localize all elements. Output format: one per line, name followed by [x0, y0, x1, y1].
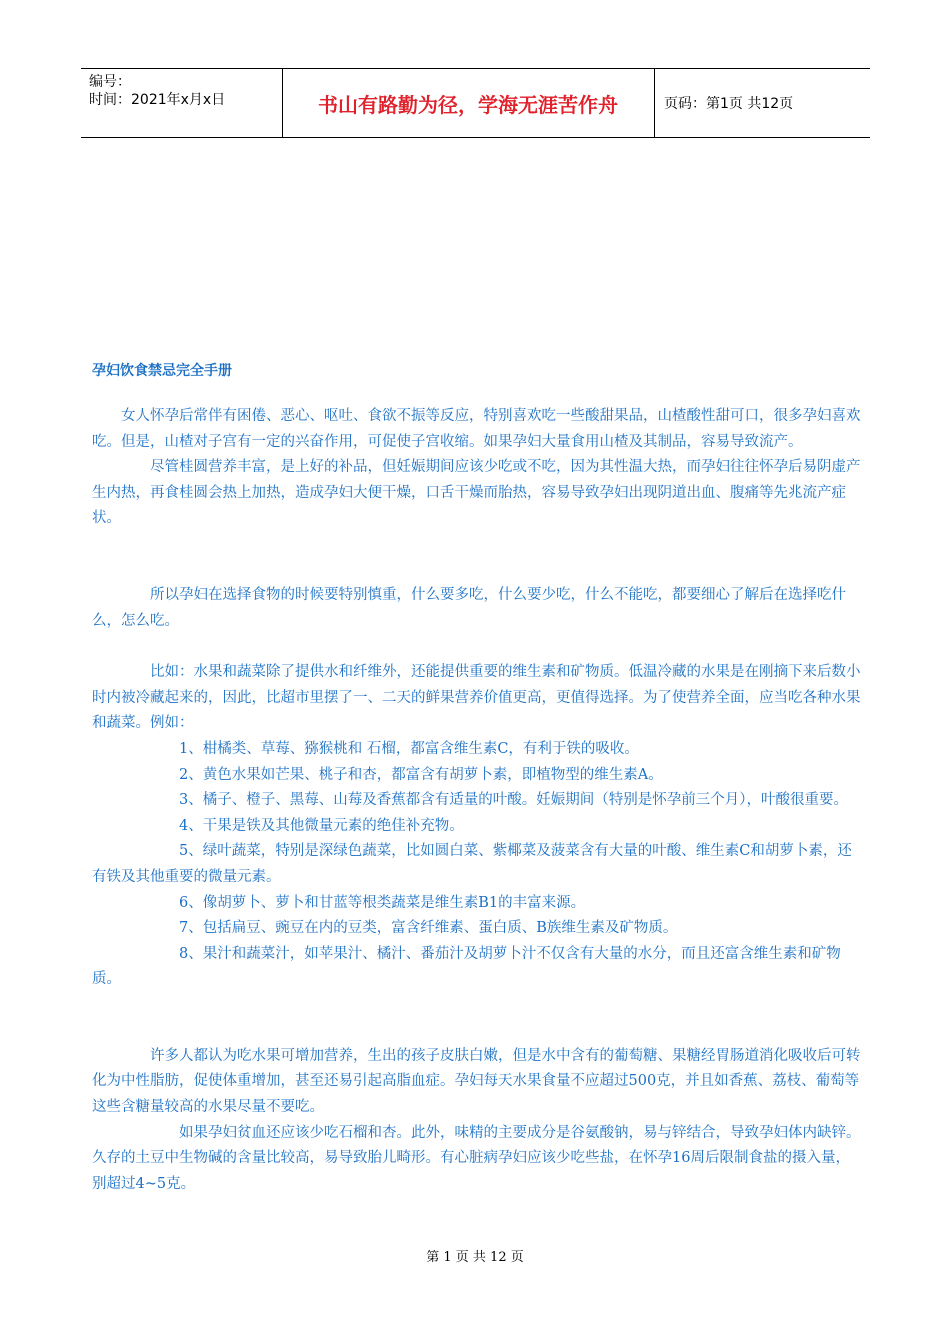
paragraph: 所以孕妇在选择食物的时候要特别慎重，什么要多吃，什么要少吃，什么不能吃，都要细心了解后在选择吃什么，怎么吃。: [92, 586, 846, 629]
list-item: 5、绿叶蔬菜，特别是深绿色蔬菜，比如圆白菜、紫椰菜及菠菜含有大量的叶酸、维生素C和胡萝卜素，还有铁及其他重要的微量元素。: [92, 843, 852, 885]
document-title: 孕妇饮食禁忌完全手册: [92, 363, 232, 379]
paragraph: 女人怀孕后常伴有困倦、恶心、呕吐、食欲不振等反应，特别喜欢吃一些酸甜果品，山楂酸性甜可口，很多孕妇喜欢吃。但是，山楂对子宫有一定的兴奋作用，可促使子宫收缩。如果孕妇大量食用山楂及其制品，容易导致流产。: [92, 408, 861, 450]
list-item: 8、果汁和蔬菜汁，如苹果汁、橘汁、番茄汁及胡萝卜汁不仅含有大量的水分，而且还富含维生素和矿物质。: [92, 945, 841, 988]
header-meta: [89, 73, 225, 109]
list-item: 4、干果是铁及其他微量元素的绝佳补充物。: [179, 817, 464, 834]
spacer: [92, 993, 864, 1044]
header-motto: 书山有路勤为径，学海无涯苦作舟: [318, 92, 618, 117]
spacer: [92, 532, 864, 583]
header-divider-right: [654, 69, 655, 137]
list-item: 1、柑橘类、草莓、猕猴桃和 石榴，都富含维生素C，有利于铁的吸收。: [179, 740, 639, 757]
header-page-info: 页码：第1页 共12页: [664, 96, 794, 112]
list-item: 2、黄色水果如芒果、桃子和杏，都富含有胡萝卜素，即植物型的维生素A。: [179, 766, 663, 783]
document-date: 时间：2021年x月x日: [89, 92, 226, 108]
list-item: 6、像胡萝卜、萝卜和甘蓝等根类蔬菜是维生素B1的丰富来源。: [179, 894, 586, 911]
paragraph: 许多人都认为吃水果可增加营养，生出的孩子皮肤白嫩，但是水中含有的葡萄糖、果糖经胃肠道消化吸收后可转化为中性脂肪，促使体重增加，甚至还易引起高脂血症。孕妇每天水果食量不应超过500克，并且如香蕉、荔枝、葡萄等这些含糖量较高的水果尽量不要吃。: [92, 1047, 861, 1116]
page-footer: 第 1 页 共 12 页: [426, 1250, 524, 1265]
page-header: [81, 68, 870, 138]
list-item: 3、橘子、橙子、黑莓、山莓及香蕉都含有适量的叶酸。妊娠期间（特别是怀孕前三个月），叶酸很重要。: [179, 792, 848, 809]
paragraph: 比如：水果和蔬菜除了提供水和纤维外，还能提供重要的维生素和矿物质。低温冷藏的水果是在刚摘下来后数小时内被冷藏起来的，因此，比超市里摆了一、二天的鲜果营养价值更高，更值得选择。为了使营养全面，应当吃各种水果和蔬菜。例如：: [92, 664, 861, 732]
document-body: [92, 404, 864, 1197]
document-number-label: 编号：: [89, 74, 131, 90]
spacer: [92, 634, 864, 660]
paragraph: 如果孕妇贫血还应该少吃石榴和杏。此外，味精的主要成分是谷氨酸钠，易与锌结合，导致孕妇体内缺锌。 久存的土豆中生物碱的含量比较高，易导致胎儿畸形。有心脏病孕妇应该少吃些盐，在怀孕16周后限制食盐的摄入量，别超过4~5克。: [92, 1124, 861, 1192]
paragraph: 尽管桂圆营养丰富，是上好的补品，但妊娠期间应该少吃或不吃，因为其性温大热，而孕妇往往怀孕后易阴虚产生内热，再食桂圆会热上加热，造成孕妇大便干燥，口舌干燥而胎热，容易导致孕妇出现阴道出血、腹痛等先兆流产症状。: [92, 459, 861, 527]
list-item: 7、包括扁豆、豌豆在内的豆类，富含纤维素、蛋白质、B族维生素及矿物质。: [179, 920, 678, 937]
